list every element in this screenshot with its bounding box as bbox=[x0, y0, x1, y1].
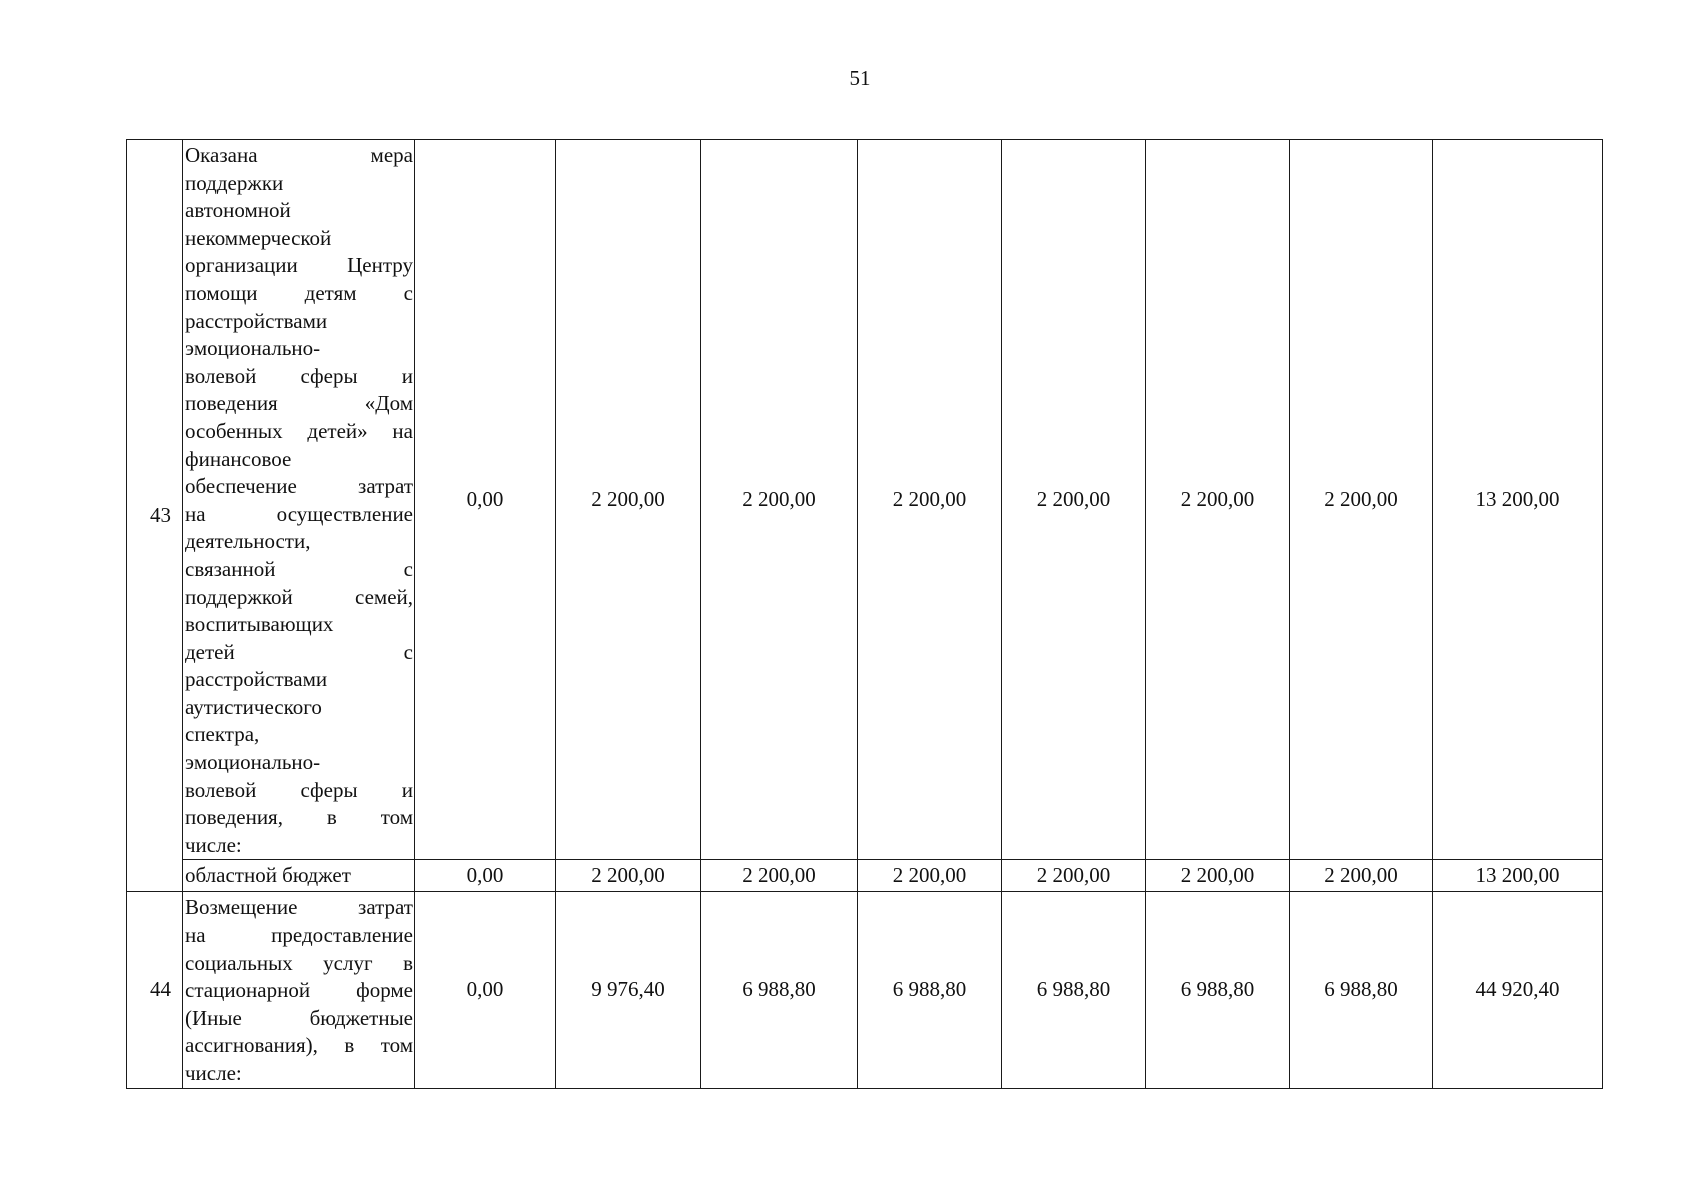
table-body bbox=[127, 140, 1603, 1089]
description-line: эмоционально- bbox=[185, 336, 321, 361]
description-line: детей с bbox=[185, 639, 413, 664]
description-line: поведения «Дом bbox=[185, 391, 413, 416]
description-line: Возмещение затрат bbox=[185, 895, 413, 920]
value-cell: 2 200,00 bbox=[858, 140, 1002, 860]
description-line: поведения, в том bbox=[185, 805, 413, 830]
description-line: на осуществление bbox=[185, 501, 413, 526]
value-cell: 2 200,00 bbox=[1002, 140, 1146, 860]
description-line: ассигнования), в том bbox=[185, 1033, 413, 1058]
description-line: некоммерческой bbox=[185, 225, 332, 250]
description-line: автономной bbox=[185, 198, 291, 223]
description-line: поддержкой семей, bbox=[185, 584, 413, 609]
description-line: расстройствами bbox=[185, 667, 328, 692]
table-row bbox=[127, 140, 1603, 860]
value-cell: 2 200,00 bbox=[1290, 140, 1433, 860]
sub-row-label: областной бюджет bbox=[183, 860, 415, 892]
value-cell: 13 200,00 bbox=[1433, 140, 1603, 860]
budget-table bbox=[126, 139, 1603, 1089]
row-description bbox=[183, 892, 415, 1088]
sub-value-cell: 2 200,00 bbox=[1146, 860, 1290, 892]
value-cell: 6 988,80 bbox=[858, 892, 1002, 1088]
description-line: эмоционально- bbox=[185, 750, 321, 775]
table-row bbox=[127, 892, 1603, 1088]
value-cell: 0,00 bbox=[415, 140, 556, 860]
description-line: (Иные бюджетные bbox=[185, 1005, 413, 1030]
row-number: 43 bbox=[127, 140, 183, 892]
description-line: спектра, bbox=[185, 722, 260, 747]
description-line: волевой сферы и bbox=[185, 777, 413, 802]
value-cell: 2 200,00 bbox=[701, 140, 858, 860]
value-cell: 9 976,40 bbox=[556, 892, 701, 1088]
description-line: числе: bbox=[185, 832, 242, 857]
description-line: обеспечение затрат bbox=[185, 474, 413, 499]
value-cell: 6 988,80 bbox=[1290, 892, 1433, 1088]
sub-value-cell: 0,00 bbox=[415, 860, 556, 892]
description-line: Оказана мера bbox=[185, 143, 413, 167]
description-line: на предоставление bbox=[185, 923, 413, 948]
table-sub-row bbox=[127, 860, 1603, 892]
value-cell: 2 200,00 bbox=[556, 140, 701, 860]
sub-value-cell: 13 200,00 bbox=[1433, 860, 1603, 892]
description-line: связанной с bbox=[185, 556, 413, 581]
sub-value-cell: 2 200,00 bbox=[858, 860, 1002, 892]
description-line: стационарной форме bbox=[185, 978, 413, 1003]
sub-value-cell: 2 200,00 bbox=[1002, 860, 1146, 892]
description-line: социальных услуг в bbox=[185, 950, 413, 975]
value-cell: 6 988,80 bbox=[701, 892, 858, 1088]
description-line: деятельности, bbox=[185, 529, 311, 554]
description-line: воспитывающих bbox=[185, 612, 334, 637]
row-description bbox=[183, 140, 415, 860]
value-cell: 6 988,80 bbox=[1002, 892, 1146, 1088]
sub-value-cell: 2 200,00 bbox=[556, 860, 701, 892]
description-line: особенных детей» на bbox=[185, 418, 413, 443]
value-cell: 44 920,40 bbox=[1433, 892, 1603, 1088]
value-cell: 0,00 bbox=[415, 892, 556, 1088]
row-number: 44 bbox=[127, 892, 183, 1088]
description-line: волевой сферы и bbox=[185, 363, 413, 388]
value-cell: 2 200,00 bbox=[1146, 140, 1290, 860]
description-line: поддержки bbox=[185, 170, 284, 195]
sub-value-cell: 2 200,00 bbox=[701, 860, 858, 892]
description-line: финансовое bbox=[185, 446, 292, 471]
description-line: помощи детям с bbox=[185, 280, 413, 305]
description-line: аутистического bbox=[185, 694, 322, 719]
description-line: числе: bbox=[185, 1061, 242, 1085]
description-line: расстройствами bbox=[185, 308, 328, 333]
sub-value-cell: 2 200,00 bbox=[1290, 860, 1433, 892]
page-number: 51 bbox=[849, 66, 871, 90]
description-line: организации Центру bbox=[185, 253, 413, 278]
value-cell: 6 988,80 bbox=[1146, 892, 1290, 1088]
